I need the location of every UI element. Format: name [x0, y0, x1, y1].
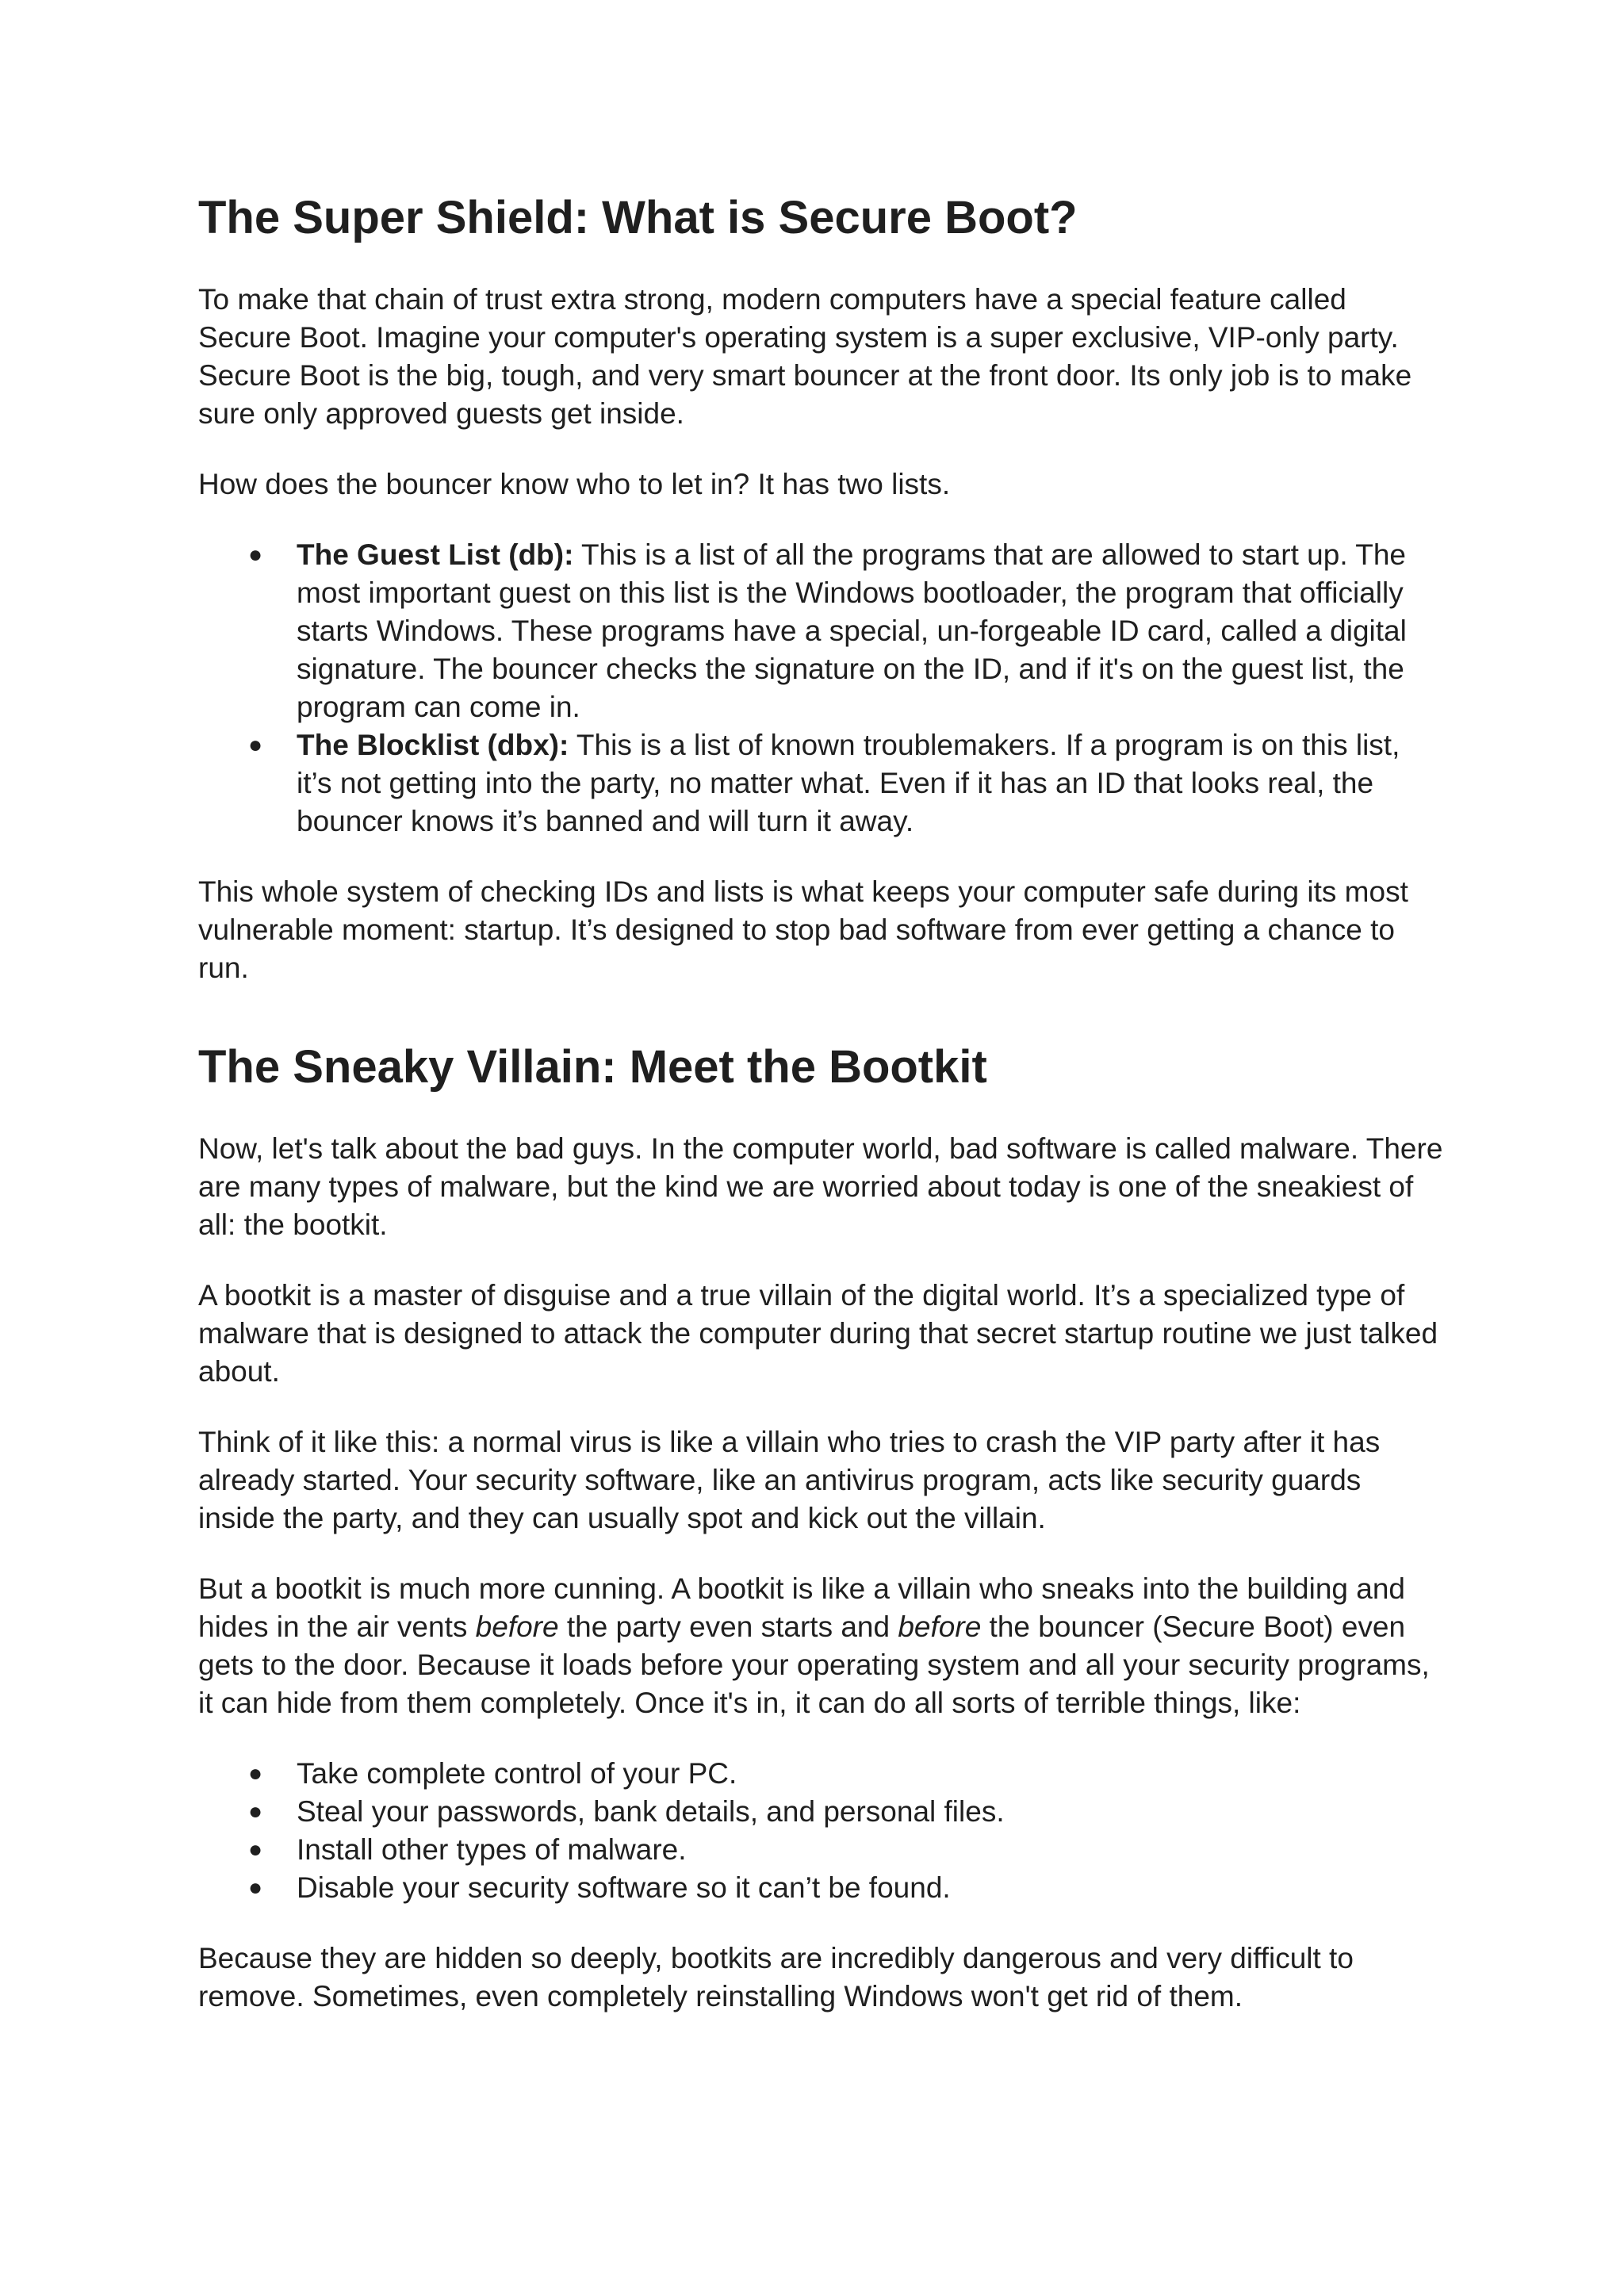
paragraph-analogy: Think of it like this: a normal virus is like a villain who tries to crash the VIP party after it has already started. Your security software, like an antivirus program, acts like security guards inside the party, and they can usually spot and kick out the villain. [198, 1426, 1381, 1534]
bullet-icon: ● [248, 1875, 263, 1901]
list-term: The Blocklist (dbx): [297, 729, 569, 761]
paragraph-malware: Now, let's talk about the bad guys. In the computer world, bad software is called malware. There are many types of malware, but the kind we are worried about today is one of the sneakiest of all: the bootkit. [198, 1132, 1443, 1241]
paragraph-summary: This whole system of checking IDs and lists is what keeps your computer safe during its most vulnerable moment: startup. It’s designed to stop bad software from ever getting a chance to run. [198, 875, 1408, 984]
list-text: This is a list of all the programs that are allowed to start up. The most important guest on this list is the Windows bootloader, the program that officially starts Windows. These programs have a special, un-forgeable ID card, called a digital signature. The bouncer checks the signature on the ID, and if it's on the guest list, the program can come in. [297, 538, 1407, 723]
paragraph-question: How does the bouncer know who to let in? It has two lists. [198, 468, 951, 500]
list-item-blocklist [198, 726, 1443, 841]
section-heading-bootkit: The Sneaky Villain: Meet the Bootkit [198, 1041, 987, 1093]
list-term: The Guest List (db): [297, 538, 574, 571]
document-page [198, 190, 1443, 2016]
text-run: But a bootkit is much more cunning. A bootkit is like a villain who sneaks into the building and hides in the air vents [198, 1572, 1405, 1643]
list-item [198, 1755, 1443, 1793]
paragraph-bootkit-definition: A bootkit is a master of disguise and a true villain of the digital world. It’s a specialized type of malware that is designed to attack the computer during that secret startup routine we just talked about. [198, 1279, 1438, 1388]
bullet-icon: ● [248, 1760, 263, 1787]
list-text: Steal your passwords, bank details, and personal files. [297, 1795, 1005, 1828]
list-text: This is a list of known troublemakers. If a program is on this list, it’s not getting into the party, no matter what. Even if it has an ID that looks real, the bouncer knows it’s banned and will turn it away. [297, 729, 1400, 837]
text-run: the bouncer (Secure Boot) even gets to the door. Because it loads before your operating system and all your security programs, it can hide from them completely. Once it's in, it can do all sorts of terrible things, like: [198, 1610, 1430, 1719]
emphasis-before: before [475, 1610, 559, 1643]
secure-boot-lists [198, 536, 1443, 841]
list-text: Install other types of malware. [297, 1833, 687, 1866]
list-text: Disable your security software so it can’t be found. [297, 1871, 951, 1904]
paragraph-cunning [198, 1570, 1443, 1722]
list-text: Take complete control of your PC. [297, 1757, 737, 1790]
list-item-guest-list [198, 536, 1443, 726]
bullet-icon: ● [248, 732, 263, 758]
list-item [198, 1793, 1443, 1831]
paragraph-intro: To make that chain of trust extra strong, modern computers have a special feature called Secure Boot. Imagine your computer's operating system is a super exclusive, VIP-only party. Secure Boot is the big, tough, and very smart bouncer at the front door. Its only job is to make sure only approved guests get inside. [198, 283, 1412, 430]
paragraph-closing: Because they are hidden so deeply, bootkits are incredibly dangerous and very difficult to remove. Sometimes, even completely reinstalling Windows won't get rid of them. [198, 1942, 1354, 2013]
section-heading-secure-boot: The Super Shield: What is Secure Boot? [198, 192, 1078, 243]
bullet-icon: ● [248, 1798, 263, 1825]
bullet-icon: ● [248, 542, 263, 568]
list-item [198, 1831, 1443, 1869]
emphasis-before: before [898, 1610, 982, 1643]
bootkit-threats-list [198, 1755, 1443, 1907]
bullet-icon: ● [248, 1836, 263, 1863]
list-item [198, 1869, 1443, 1907]
text-run: the party even starts and [558, 1610, 898, 1643]
